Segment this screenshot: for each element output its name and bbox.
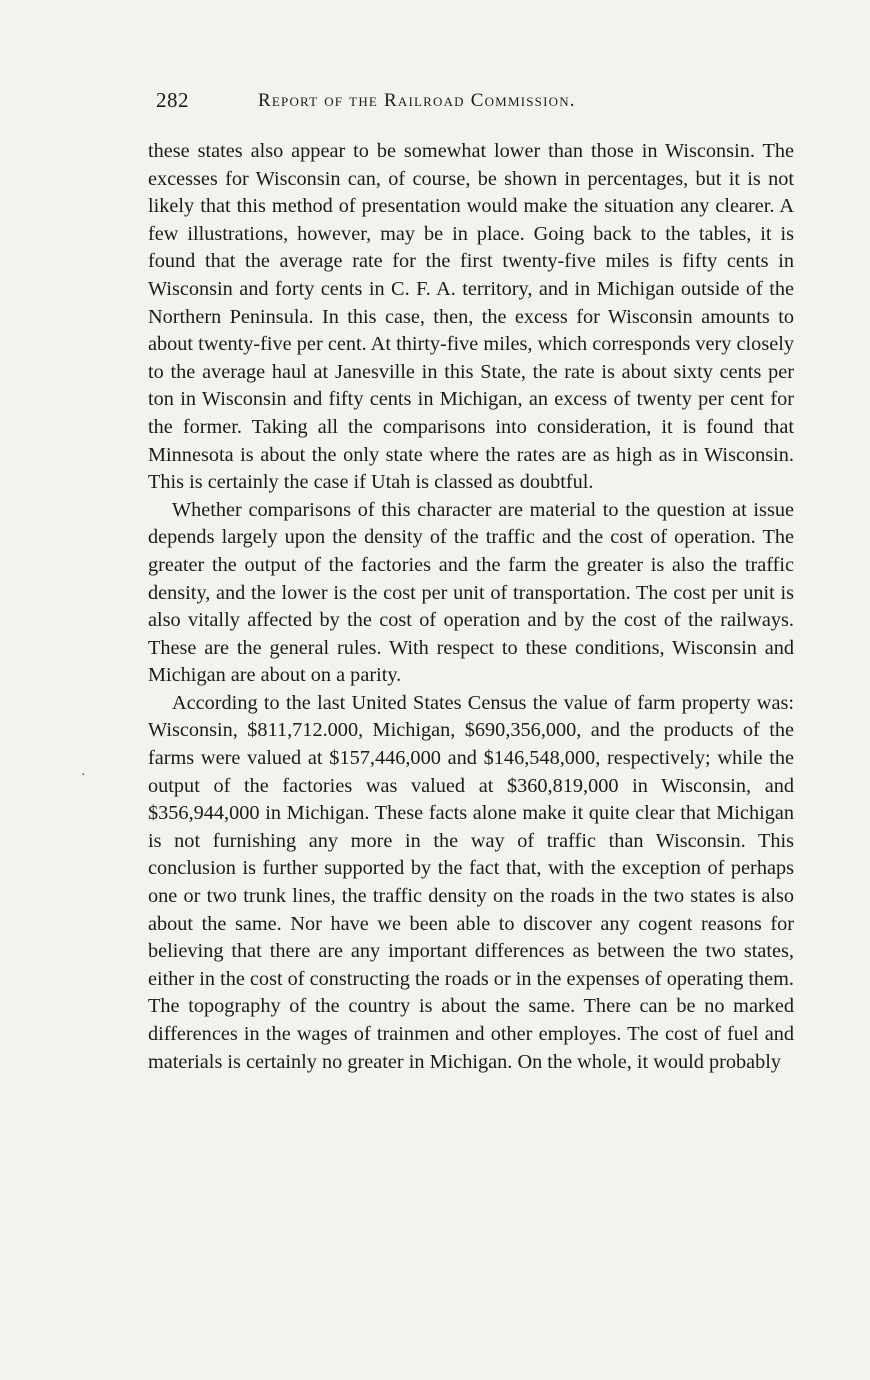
- running-head: Report of the Railroad Commission.: [258, 90, 576, 111]
- paragraph-1: these states also appear to be somewhat lower than those in Wisconsin. The excesses for Wisconsin can, of course, be shown in percentages, but it is not likely that this method of presentation would make the situation any clearer. A few illustrations, however, may be in place. Going back to the tables, it is found that the average rate for the first twenty-five miles is fifty cents in Wisconsin and forty cents in C. F. A. territory, and in Michigan outside of the Northern Peninsula. In this case, then, the excess for Wisconsin amounts to about twenty-five per cent. At thirty-five miles, which corresponds very closely to the average haul at Janesville in this State, the rate is about sixty cents per ton in Wisconsin and fifty cents in Michigan, an excess of twenty per cent for the former. Taking all the comparisons into consideration, it is found that Minnesota is about the only state where the rates are as high as in Wisconsin. This is certainly the case if Utah is classed as doubtful.: [148, 140, 794, 494]
- paragraph-3: According to the last United States Census the value of farm property was: Wisconsin, $811,712.000, Michigan, $690,356,000, and the products of the farms were valued at $157,446,000 and $146,548,000, respectively; while the output of the factories was valued at $360,819,000 in Wisconsin, and $356,944,000 in Michigan. These facts alone make it quite clear that Michigan is not furnishing any more in the way of traffic than Wisconsin. This conclusion is further supported by the fact that, with the exception of perhaps one or two trunk lines, the traffic density on the roads in the two states is also about the same. Nor have we been able to discover any cogent reasons for believing that there are any important differences as between the two states, either in the cost of constructing the roads or in the expenses of operating them. The topography of the country is about the same. There can be no marked differences in the wages of trainmen and other employes. The cost of fuel and materials is certainly no greater in Michigan. On the whole, it would probably: [148, 691, 794, 1073]
- page-header: [156, 88, 796, 120]
- body-text: [148, 138, 794, 1076]
- paragraph-2: Whether comparisons of this character are material to the question at issue depends largely upon the density of the traffic and the cost of operation. The greater the output of the factories and the farm the greater is also the traffic density, and the lower is the cost per unit of transportation. The cost per unit is also vitally affected by the cost of operation and by the cost of the railways. These are the general rules. With respect to these conditions, Wisconsin and Michigan are about on a parity.: [148, 498, 794, 687]
- page-number: 282: [156, 88, 189, 112]
- margin-speck: ·: [81, 768, 86, 783]
